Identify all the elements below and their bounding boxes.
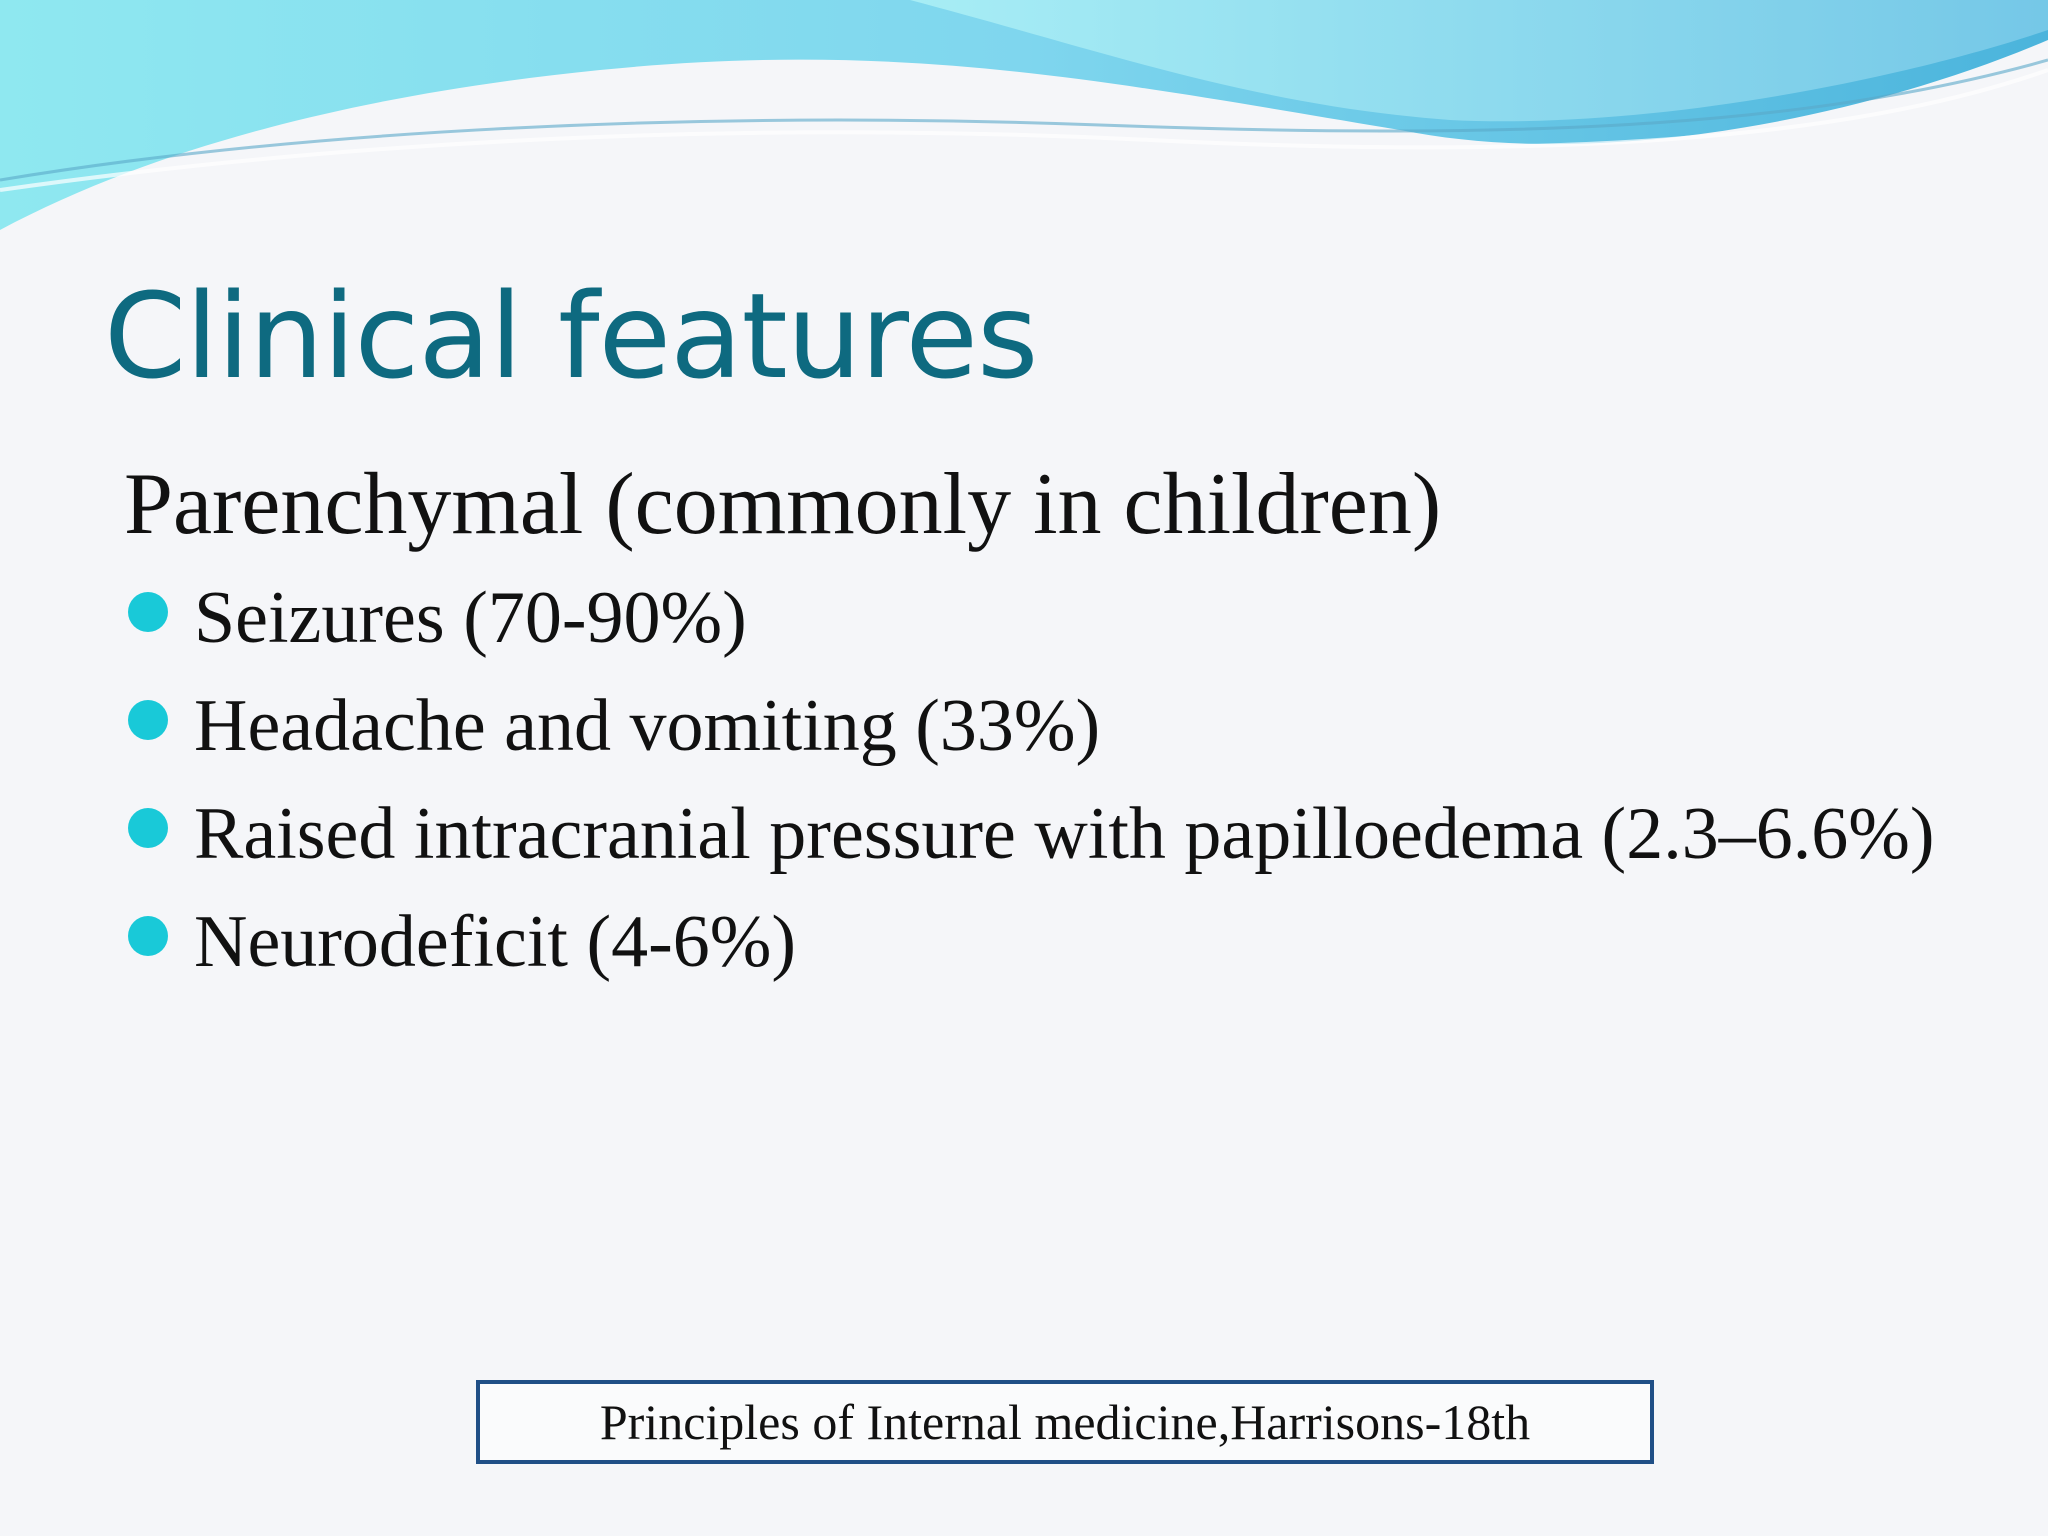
header-wave-decoration [0, 0, 2048, 260]
bullet-item-neurodeficit [128, 896, 1948, 988]
slide-subtitle: Parenchymal (commonly in children) [124, 456, 1442, 553]
bullet-item-headache [128, 680, 1948, 772]
bullet-dot-icon [128, 700, 168, 740]
bullet-item-intracranial-pressure [128, 788, 1948, 880]
reference-box [476, 1380, 1654, 1464]
bullet-text: Neurodeficit (4-6%) [194, 901, 797, 983]
bullet-dot-icon [128, 916, 168, 956]
bullet-item-seizures [128, 572, 1948, 664]
bullet-list [128, 572, 1948, 1004]
bullet-text: Seizures (70-90%) [194, 577, 747, 659]
bullet-text: Headache and vomiting (33%) [194, 685, 1101, 767]
bullet-text: Raised intracranial pressure with papilloedema (2.3–6.6%) [194, 793, 1935, 875]
bullet-dot-icon [128, 592, 168, 632]
slide-title: Clinical features [104, 267, 1038, 405]
bullet-dot-icon [128, 808, 168, 848]
reference-text: Principles of Internal medicine,Harrisons-18th [599, 1394, 1531, 1450]
